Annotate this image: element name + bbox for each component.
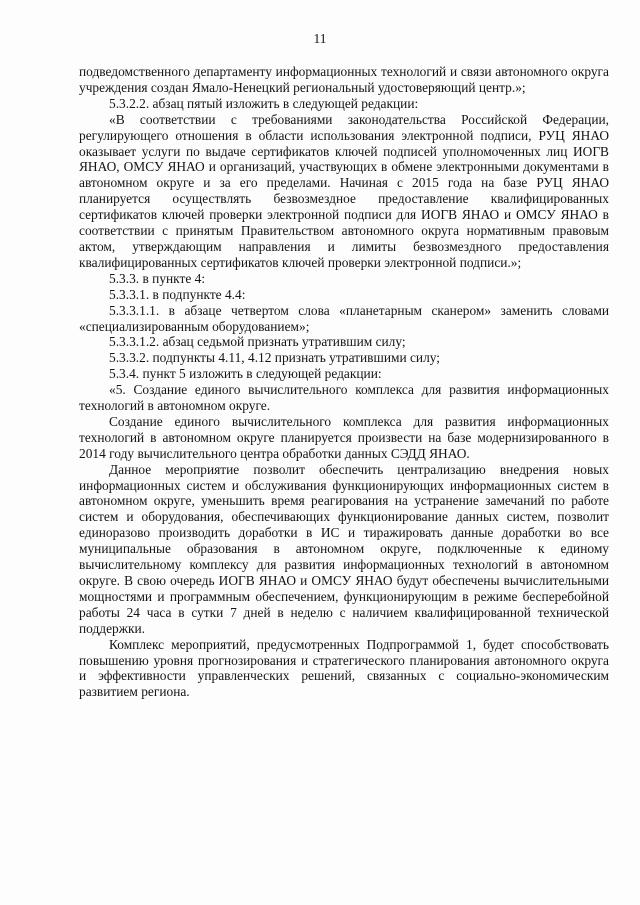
paragraph: 5.3.3.2. подпункты 4.11, 4.12 признать утратившими силу;: [109, 350, 440, 366]
document-body: [79, 64, 609, 700]
paragraph: 5.3.3.1.1. в абзаце четвертом слова «планетарным сканером» заменить словами «специализированным оборудованием»;: [79, 302, 609, 334]
paragraph: 5.3.3. в пункте 4:: [109, 270, 206, 286]
paragraph: Создание единого вычислительного комплекса для развития информационных технологий в автономном округе планируется произвести на базе модернизированного в 2014 году вычислительного центра обработки данных СЭДД ЯНАО.: [79, 413, 609, 461]
paragraph: 5.3.4. пункт 5 изложить в следующей редакции:: [109, 366, 382, 382]
paragraph: «5. Создание единого вычислительного комплекса для развития информационных технологий в автономном округе.: [79, 382, 609, 414]
paragraph: «В соответствии с требованиями законодательства Российской Федерации, регулирующего отношения в области использования электронной подписи, РУЦ ЯНАО оказывает услуги по выдаче сертификатов ключей подписей уполномоченных лиц ИОГВ ЯНАО, ОМСУ ЯНАО и организаций, участвующих в обмене электронными документами в автономном округе и за его пределами. Начиная с 2015 года на базе РУЦ ЯНАО планируется осуществлять безвозмездное предоставление квалифицированных сертификатов ключей проверки электронной подписи для ИОГВ ЯНАО и ОМСУ ЯНАО в соответствии с принятым Правительством автономного округа нормативным правовым актом, утверждающим направления и лимиты безвозмездного предоставления квалифицированных сертификатов ключей проверки электронной подписи.»;: [79, 111, 609, 270]
page-number: 11: [313, 31, 327, 46]
paragraph: 5.3.3.1.2. абзац седьмой признать утратившим силу;: [109, 334, 406, 350]
paragraph: Комплекс мероприятий, предусмотренных Подпрограммой 1, будет способствовать повышению уровня прогнозирования и стратегического планирования автономного округа и эффективности управленческих решений, связанных с социально-экономическим развитием региона.: [79, 636, 609, 700]
paragraph: 5.3.3.1. в подпункте 4.4:: [109, 286, 246, 302]
paragraph: Данное мероприятие позволит обеспечить централизацию внедрения новых информационных систем и обслуживания функционирующих информационных систем в автономном округе, уменьшить время реагирования на устранение замечаний по работе систем и оборудования, обеспечивающих функционирование данных систем, позволит единоразово производить доработки в ИС и тиражировать данные доработки во все муниципальные образования в автономном округе, подключенные к единому вычислительному комплексу для развития информационных технологий в автономном округе. В свою очередь ИОГВ ЯНАО и ОМСУ ЯНАО будут обеспечены вычислительными мощностями и программным обеспечением, функционирующим в режиме бесперебойной работы 24 часа в сутки 7 дней в неделю с наличием квалифицированной технической поддержки.: [79, 461, 609, 636]
paragraph: подведомственного департаменту информационных технологий и связи автономного округа учреждения создан Ямало-Ненецкий региональный удостоверяющий центр.»;: [79, 64, 609, 95]
paragraph: 5.3.2.2. абзац пятый изложить в следующей редакции:: [109, 95, 419, 111]
